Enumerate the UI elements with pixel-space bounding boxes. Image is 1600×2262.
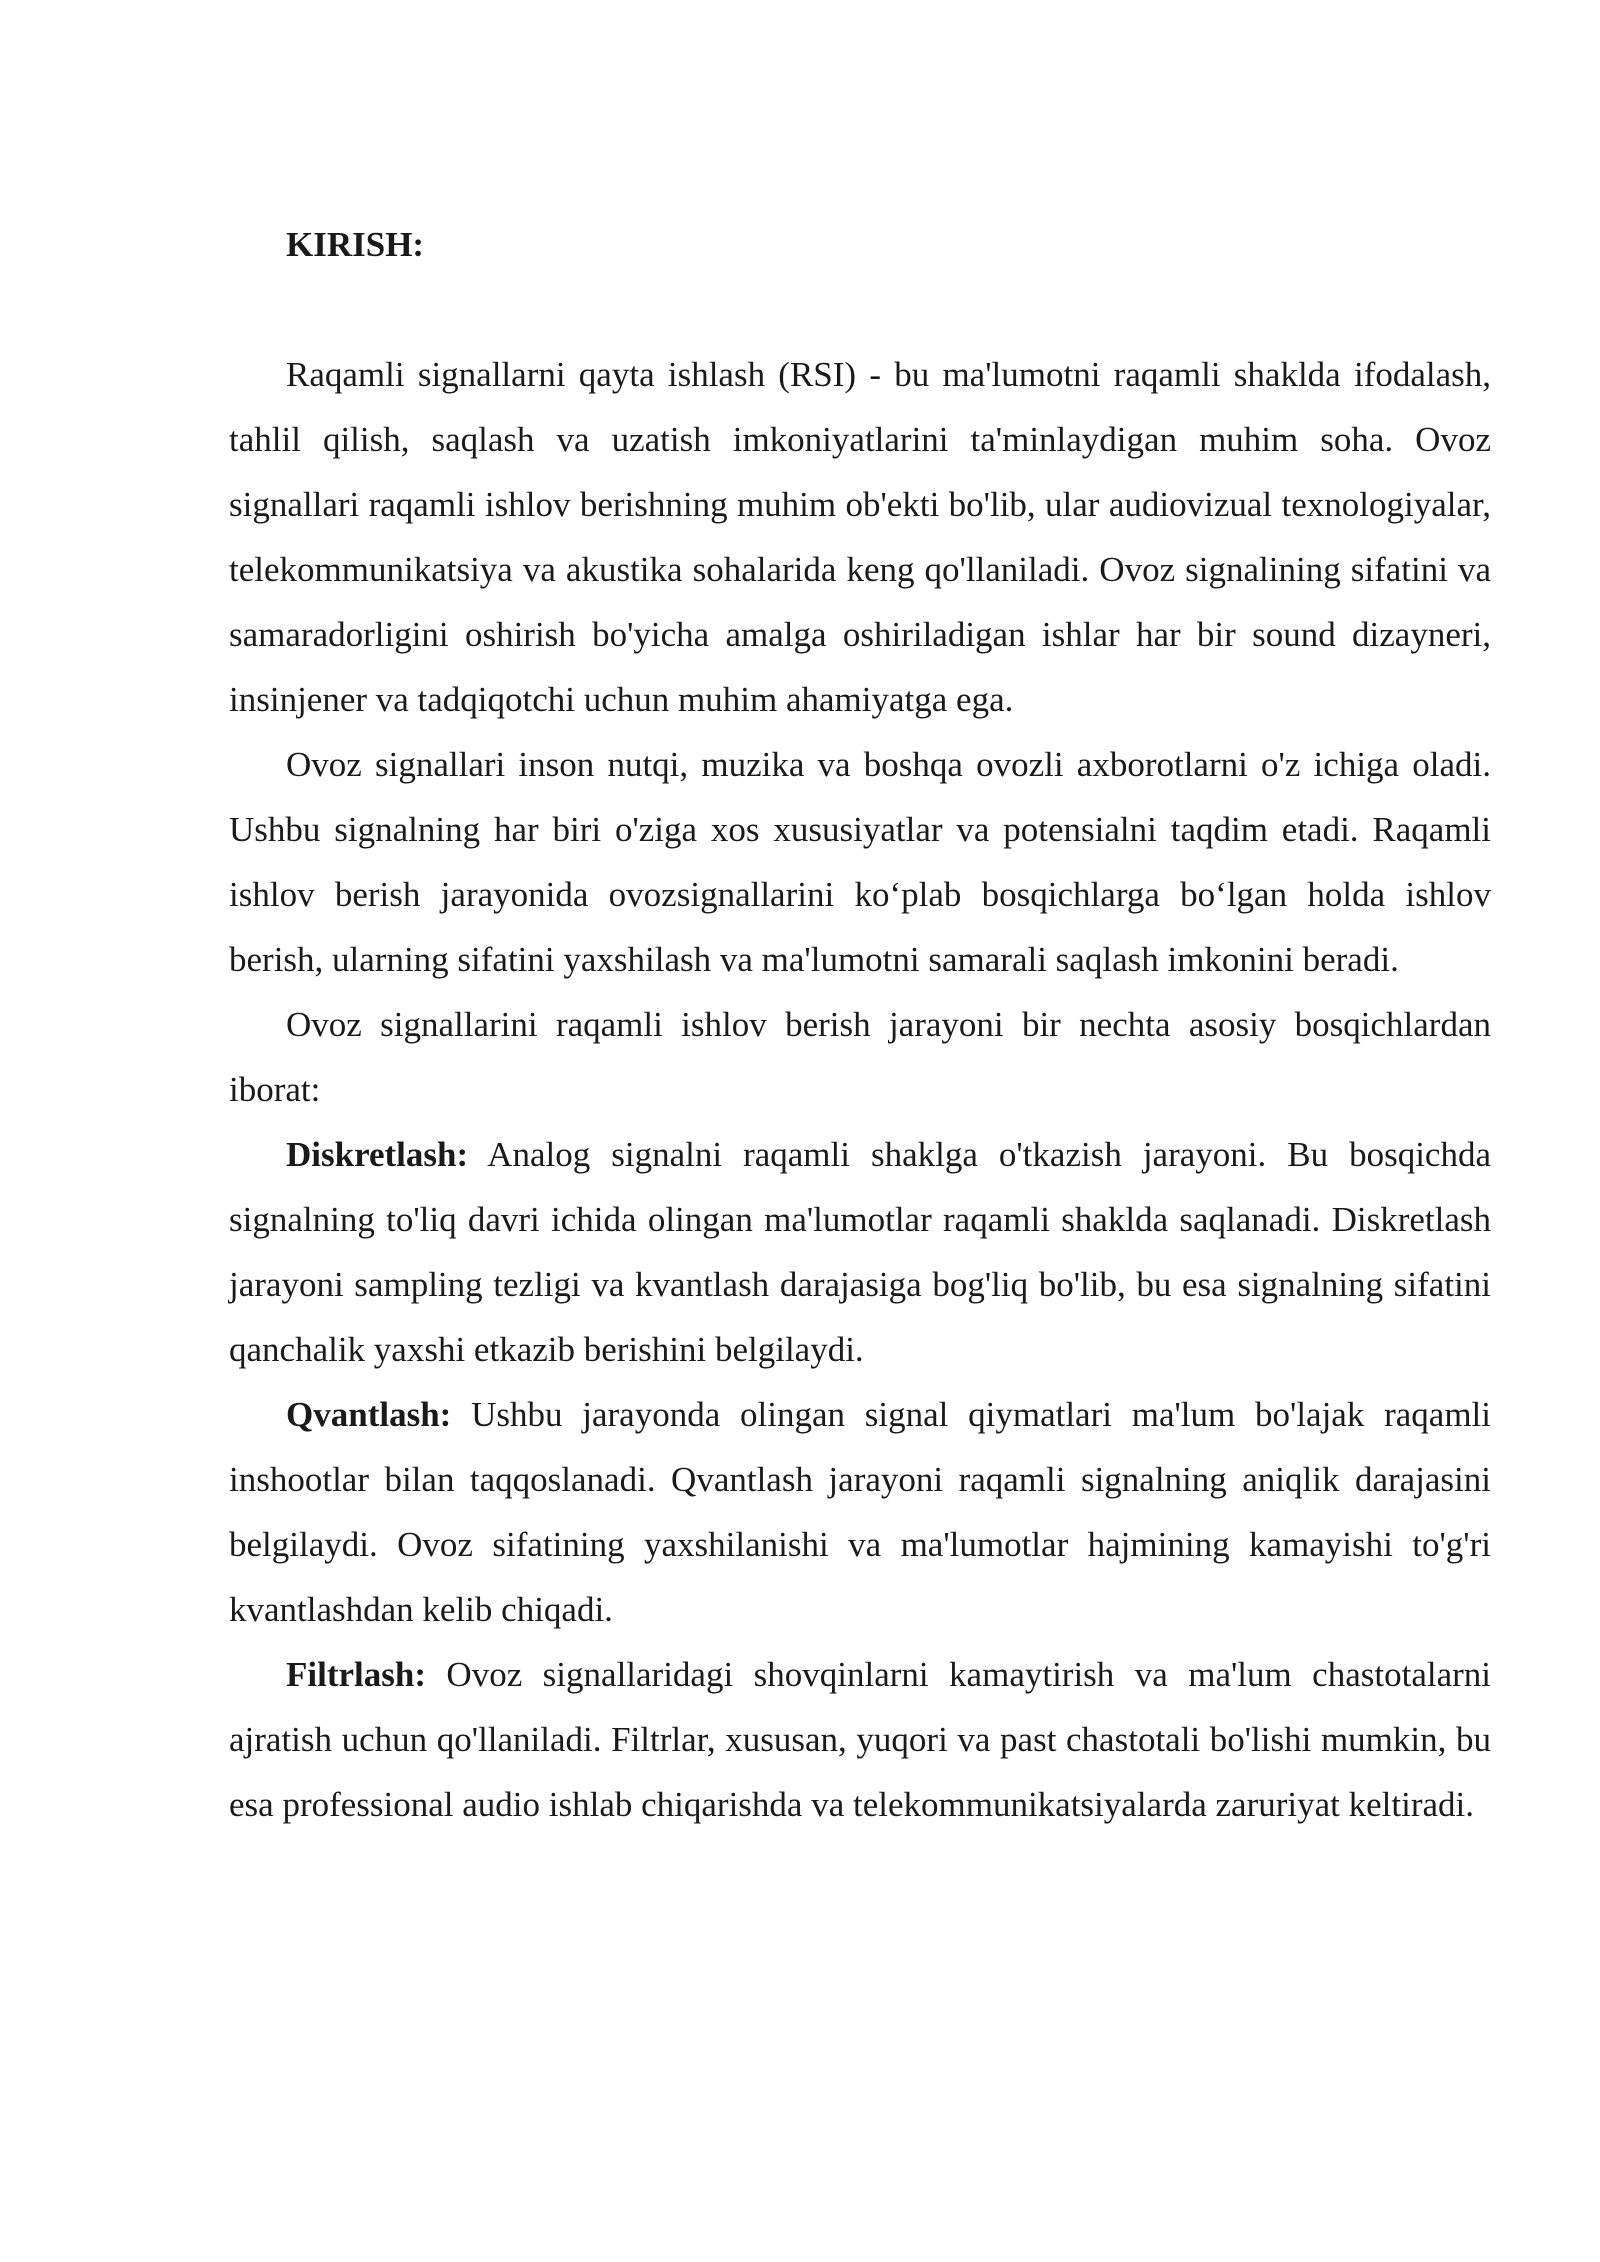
paragraph-text: Raqamli signallarni qayta ishlash (RSI) - bu ma'lumotni raqamli shaklda ifodalash, tahlil qilish, saqlash va uzatish imkoniyatlarini ta'minlaydigan muhim soha. Ovoz signallari raqamli ishlov berishning muhim ob'ekti bo'lib, ular audiovizual texnologiyalar, telekommunikatsiya va akustika sohalarida keng qo'llaniladi. Ovoz signalining sifatini va samaradorligini oshirish bo'yicha amalga oshiriladigan ishlar har bir sound dizayneri, insinjener va tadqiqotchi uchun muhim ahamiyatga ega.: [229, 355, 1491, 719]
paragraph-intro: [229, 342, 1491, 732]
paragraph-qvantlash: [229, 1382, 1491, 1642]
document-body: [229, 212, 1491, 1837]
paragraph-text: Ovoz signallari inson nutqi, muzika va boshqa ovozli axborotlarni o'z ichiga oladi. Ushbu signalning har biri o'ziga xos xususiyatlar va potensialni taqdim etadi. Raqamli ishlov berish jarayonida ovozsignallarini ko‘plab bosqichlarga bo‘lgan holda ishlov berish, ularning sifatini yaxshilash va ma'lumotni samarali saqlash imkonini beradi.: [229, 745, 1491, 979]
term-diskretlash: Diskretlash:: [286, 1135, 469, 1174]
section-heading: KIRISH:: [286, 225, 425, 264]
paragraph-text: Analog signalni raqamli shaklga o'tkazish jarayoni. Bu bosqichda signalning to'liq davri ichida olingan ma'lumotlar raqamli shaklda saqlanadi. Diskretlash jarayoni sampling tezligi va kvantlash darajasiga bog'liq bo'lib, bu esa signalning sifatini qanchalik yaxshi etkazib berishini belgilaydi.: [229, 1135, 1491, 1369]
paragraph-stages: [229, 992, 1491, 1122]
paragraph-diskretlash: [229, 1122, 1491, 1382]
term-filtrlash: Filtrlash:: [286, 1655, 426, 1694]
paragraph-text: Ovoz signallarini raqamli ishlov berish jarayoni bir nechta asosiy bosqichlardan iborat:: [229, 1005, 1491, 1109]
paragraph-text: Ushbu jarayonda olingan signal qiymatlari ma'lum bo'lajak raqamli inshootlar bilan taqqoslanadi. Qvantlash jarayoni raqamli signalning aniqlik darajasini belgilaydi. Ovoz sifatining yaxshilanishi va ma'lumotlar hajmining kamayishi to'g'ri kvantlashdan kelib chiqadi.: [229, 1395, 1491, 1629]
term-qvantlash: Qvantlash:: [286, 1395, 452, 1434]
paragraph-text: Ovoz signallaridagi shovqinlarni kamaytirish va ma'lum chastotalarni ajratish uchun qo'llaniladi. Filtrlar, xususan, yuqori va past chastotali bo'lishi mumkin, bu esa professional audio ishlab chiqarishda va telekommunikatsiyalarda zaruriyat keltiradi.: [229, 1655, 1491, 1824]
heading-spacer: [229, 277, 1491, 342]
paragraph-signals: [229, 732, 1491, 992]
paragraph-filtrlash: [229, 1642, 1491, 1837]
